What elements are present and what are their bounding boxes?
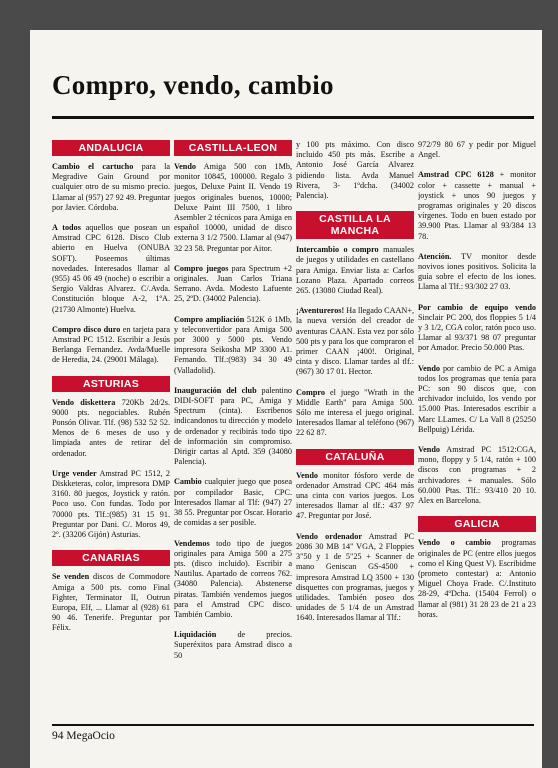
ad-lead: ¡Aventureros! [296, 306, 345, 316]
classified-ad [296, 532, 414, 624]
ad-lead: Compro juegos [174, 263, 229, 273]
magazine-page [30, 30, 542, 768]
classified-ad [418, 303, 536, 354]
ad-lead: Vendemos [174, 538, 210, 548]
classified-ad [174, 162, 292, 254]
ad-lead: Inauguración del club [174, 385, 257, 395]
classified-ad [174, 477, 292, 528]
ad-lead: Urge vender [52, 468, 97, 478]
column-2 [174, 140, 292, 720]
classified-ad [174, 630, 292, 661]
ad-lead: Compro disco duro [52, 324, 121, 334]
column-4 [418, 140, 536, 720]
page-footer: 94 MegaOcio [52, 730, 115, 742]
ad-lead: A todos [52, 223, 81, 233]
classified-ad [296, 471, 414, 522]
classified-ad [52, 325, 170, 366]
ad-lead: Vendo [174, 162, 196, 171]
region-heading: ASTURIAS [52, 376, 170, 392]
ad-body: discos de Commodore Amiga a 500 pts. como Final Fighter, Terminator II, Outrun Europa, Elf, ... Llamar al (928) 61 90 46. Tenerife. Preguntar por Félix. [52, 572, 170, 633]
classified-ad [52, 223, 170, 315]
ad-lead: Vendo [418, 445, 440, 455]
region-heading: CANARIAS [52, 550, 170, 566]
ad-body: + monitor color + cassette + manual + joystick + unos 90 juegos y programas originales y 20 discos vírgenes. Todo en buen estado por 39.900 Ptas. Llamar al 93/384 13 78. [418, 170, 536, 241]
ad-body: manuales de juegos y utilidades en castellano para Amiga. Enviar lista a: Carlos Lozano Plaza. Apartado correos 265. (13080 Ciudad Real). [296, 245, 414, 296]
classified-ad [418, 538, 536, 620]
classified-ad [174, 539, 292, 621]
column-3 [296, 140, 414, 720]
title-rule [52, 116, 534, 119]
classified-ad [418, 364, 536, 435]
ad-body: 512K ó 1Mb, y teleconvertidor para Amiga 500 por 3000 y 5000 pts. Vendo impresora Seikosha MP 3300 A1. Fernando. Tlf.:(983) 34 30 49 (Valladolid). [174, 314, 292, 375]
ad-lead: Por cambio de equipo vendo [418, 302, 536, 312]
ad-lead: Vendo [418, 363, 440, 373]
ad-lead: Amstrad CPC 6128 [418, 170, 494, 180]
classified-ad [296, 306, 414, 377]
ad-body: el juego "Wrath in the Middle Earth" para Amiga 500. Sólo me interesa el juego original. Interesados llamar al teléfono (967) 22 62 87. [296, 387, 414, 438]
classified-ad [52, 469, 170, 540]
ad-lead: Intercambio o compro [296, 245, 379, 255]
ad-lead: Vendo o cambio [418, 538, 491, 548]
ad-body: Amstrad PC 1512, 2 Diskketeras, color, impresora DMP 3160. 80 juegos, Joystick y ratón. Poco uso. Con fundas. Todo por 70000 pts. Tlf.:(985) 31 15 91. Preguntar por Dani. C/. Moros 49, 2º. (33206 Gijón) Asturias. [52, 468, 170, 540]
ad-body: 972/79 80 67 y pedir por Miguel Angel. [418, 140, 536, 160]
ad-body: palentino DIDI-SOFT para PC, Amiga y Spectrum (cinta). Escribenos indicandonos tu dirección y modelo de ordenador y recibirás todo tipo de información sin compromiso. Dirigir cartas al Aptd. 359 (34080 Palencia). [174, 385, 292, 467]
classified-ad [296, 388, 414, 439]
ad-lead: Vendo [296, 470, 318, 480]
classified-ad [296, 245, 414, 296]
ad-lead: Cambio [174, 477, 202, 487]
ad-lead: Se venden [52, 572, 90, 582]
ad-body: y 100 pts máximo. Con disco incluido 450 pts más. Escribe a Antonio José García Alvarez pidiendo lista. Avda Manuel Rivera, 3- 1ºdcha. (34002 Palencia). [296, 140, 414, 201]
ad-body: TV monitor desde novivos iones positivos. Solicita la guía sobre el efecto de los iones. Llama al Tlf.: 93/302 27 03. [418, 251, 536, 292]
ad-body: cualquier juego que posea por compilador Basic, CPC. Interesados llamar al Tlf: (947) 27 38 55. Preguntar por Oscar. Horario de comidas a ser posible. [174, 477, 292, 528]
classified-ad [52, 162, 170, 213]
ad-body: Amstrad PC 1512:CGA, mono, floppy y 5 1/4, ratón + 100 discos con programas + 2 archivadores + manuales. Sólo 60.000 Ptas. Tlf.: 93/410 20 10. Alex en Barcelona. [418, 445, 536, 506]
ad-body: en tarjeta para Amstrad PC 1512. Escribir a Jesús Berlanga Fernandez. Avda/Muelle de Heredia, 24. (29001 Málaga). [52, 324, 170, 365]
ad-lead: Compro ampliación [174, 314, 245, 324]
ad-body: Amstrad PC 2086 30 MB 14" VGA, 2 Floppies 3"50 y 1 de 5"25 + Scanner de mano Geniscan GS-4500 + impresora Amstrad LQ 3500 + 130 disquettes con programas, juegos y utilidades. También poseo dos unidades de 5 1/4 de un Amstrad 1640. Interesados llamar al Tlf.: [296, 531, 414, 623]
region-heading: GALICIA [418, 516, 536, 532]
ad-body: para Spectrum +2 originales. Juan Carlos Triana Serrano. Avda. Modesto Lafuente 25, 2ºD. (34002 Palencia). [174, 263, 292, 304]
ad-lead: Vendo diskettera [52, 397, 116, 407]
ad-body: 720Kb 2d/2s. 9000 pts. negociables. Rubén Ponsón Olivar. Tlf. (98) 532 52 52. Menos de 6 meses de uso y limpiada antes de retirar del ordenador. [52, 397, 170, 458]
region-heading: CASTILLA-LEON [174, 140, 292, 156]
footer-rule [52, 724, 534, 726]
classified-ad [296, 140, 414, 201]
classified-ad [52, 398, 170, 459]
ad-body: Amiga 500 con 1Mb, monitor 10845, 100000. Regalo 3 juegos, Deluxe Paint II. Vendo 19 juegos originales buenos, 10000; Deluxe Paint III 7500, 1 libro Asembler 2 técnicos para Amiga en español 10000, unidad de disco externa 3 1/2 7500. Llamar al (947) 32 23 58. Preguntar por Aitor. [174, 162, 292, 253]
ad-body: para la Megradive Gain Ground por cualquier otro de su mismo precio. Llamar al (957) 27 92 49. Preguntar por Javier. Córdoba. [52, 162, 170, 212]
classified-ad [174, 315, 292, 376]
ad-lead: Cambio el cartucho [52, 162, 134, 171]
ad-body: monitor fósforo verde de ordenador Amstrad CPC 464 más una cinta con varios juegos. Los interesados llamar al tlf.: 437 97 47. Preguntar por José. [296, 470, 414, 521]
region-heading: CASTILLA LA MANCHA [296, 211, 414, 239]
ad-body: aquellos que posean un Amstrad CPC 6128. Disco Club abierto en Huelva (ONUBA SOFT). Poseemos últimas novedades. Interesados llamar al (955) 45 06 49 (noche) o escribir a Sergio Valdras Alvarez. C/.Avda. Constitución bloque A-2, 1ºA. (21730 Almonte) Huelva. [52, 223, 170, 314]
ad-body: programas originales de PC (entre ellos juegos como el King Quest V). Escribidme (prometo contestar) a: Antonio Miguel Choya Frade. C/.Instituto 28-29, 4ºDcha. (15404 Ferrol) o llamar al (981) 31 28 23 de 21 a 23 horas. [418, 538, 536, 619]
column-1 [52, 140, 170, 720]
ad-body: todo tipo de juegos originales para Amiga 500 a 275 pts. (disco incluido). Escribir a Nautilus. Apartado de correos 762. (34080 Palencia). Abstenerse piratas. También vendemos juegos para el Amstrad CPC disco. También Cambio. [174, 538, 292, 619]
ad-lead: Compro [296, 387, 325, 397]
classified-ad [418, 170, 536, 241]
ad-body: Ha llegado CAAN+, la nueva versión del creador de aventuras CAAN. Esta vez por sólo 500 pts y para los que compraron el primer CAAN ¡400!. Original, cinta y disco. Llamar tardes al tlf.: (967) 30 17 01. Hector. [296, 306, 414, 377]
region-heading: CATALUÑA [296, 449, 414, 465]
classified-ad [418, 252, 536, 293]
classified-ad [174, 386, 292, 468]
ad-body: por cambio de PC a Amiga todos los programas que tenía para PC: son 90 discos que, con archivador incluido, los vendo por 15.000 Ptas. Interesados escribir a Marc LLames. C/ La Vall 8 (25250 Bellpuig) Lérida. [418, 363, 536, 434]
ad-body: de precios. Superéxitos para Amstrad disco a 50 [174, 630, 292, 660]
region-heading: ANDALUCIA [52, 140, 170, 156]
page-title: Compro, vendo, cambio [52, 70, 334, 100]
ad-lead: Vendo ordenador [296, 531, 362, 541]
classified-ad [52, 572, 170, 633]
ad-body: Sinclair PC 200, dos floppies 5 1/4 y 3 1/2, CGA color, ratón poco uso. Llamar al 93/371 98 07 preguntar por Amador. Precio 50.000 Ptas. [418, 312, 536, 353]
classified-ad [418, 140, 536, 160]
ad-lead: Liquidación [174, 630, 217, 640]
classified-ad [174, 264, 292, 305]
ad-lead: Atención. [418, 251, 452, 261]
classified-ad [418, 445, 536, 506]
